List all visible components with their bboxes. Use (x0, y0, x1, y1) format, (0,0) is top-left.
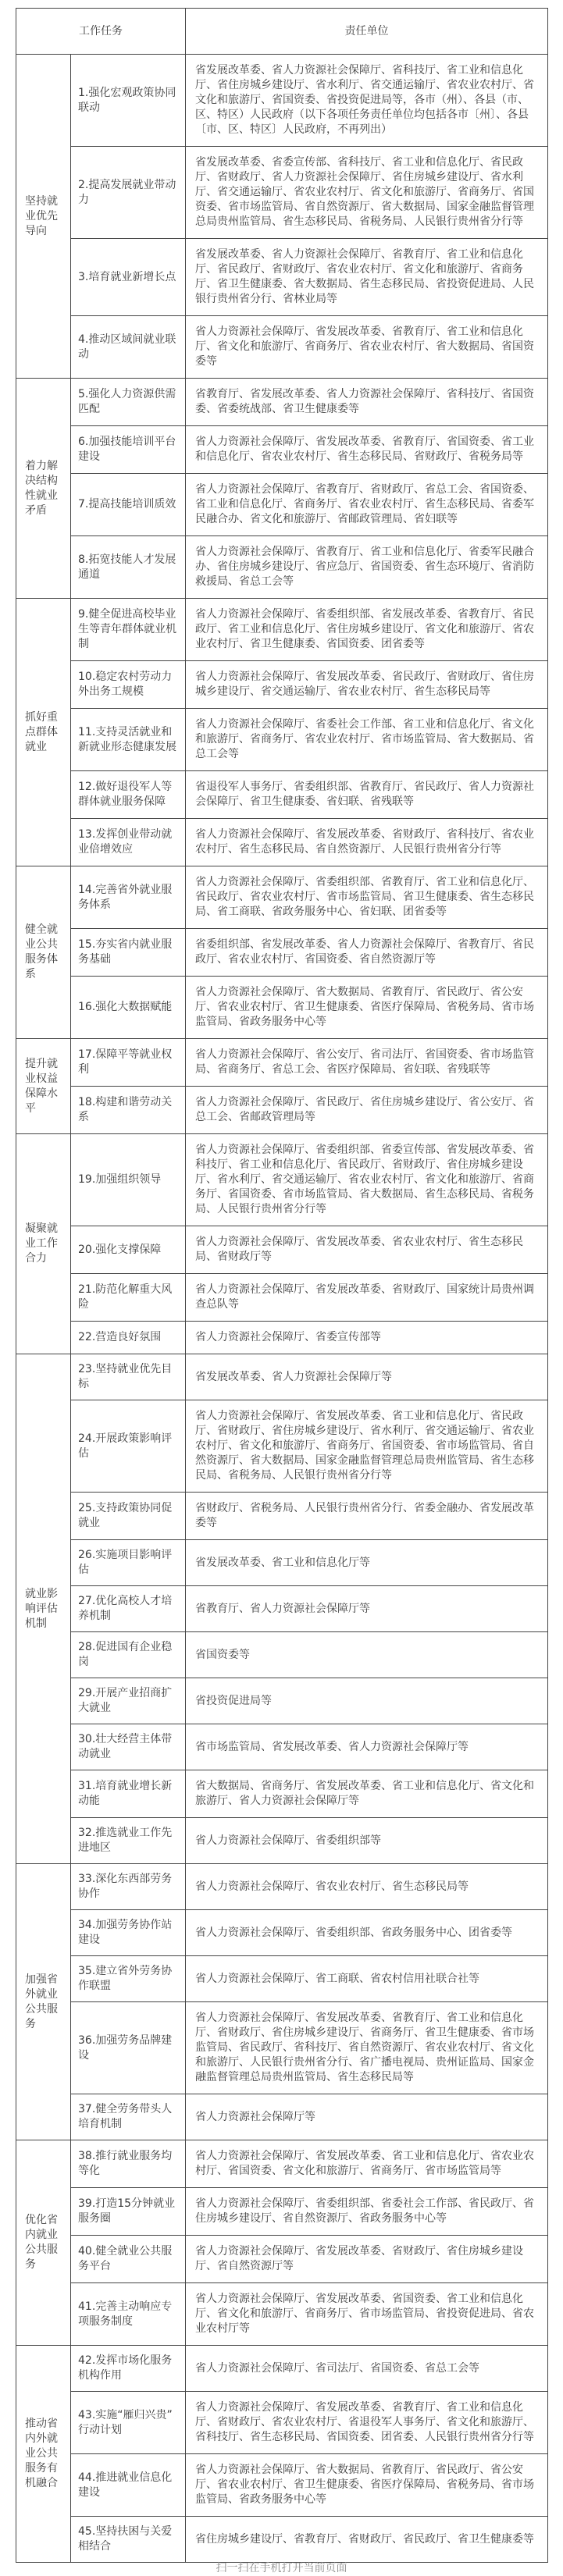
task-row (16, 1540, 548, 1586)
task-row (16, 1493, 548, 1540)
task-label: 31.培育就业增长新动能 (71, 1770, 186, 1818)
responsible-units: 省人力资源社会保障厅、省工商联、省农村信用社联合社等 (186, 1956, 548, 2002)
task-row (16, 771, 548, 819)
task-row (16, 1134, 548, 1226)
task-row (16, 1087, 548, 1134)
responsible-units: 省人力资源社会保障厅、省发展改革委、省农业农村厅、省生态移民局、省财政厅等 (186, 1226, 548, 1274)
responsible-units: 省发展改革委、省人力资源社会保障厅等 (186, 1354, 548, 1400)
task-label: 6.加强技能培训平台建设 (71, 426, 186, 474)
task-label: 43.实施“雁归兴贵”行动计划 (71, 2392, 186, 2454)
responsible-units: 省人力资源社会保障厅、省民政厅、省住房城乡建设厅、省公安厅、省总工会、省邮政管理局等 (186, 1087, 548, 1134)
responsible-units: 省人力资源社会保障厅、省发展改革委、省财政厅、省住房城乡建设厅、省自然资源厅等 (186, 2236, 548, 2283)
task-row (16, 866, 548, 929)
task-label: 39.打造15分钟就业服务圈 (71, 2188, 186, 2236)
task-label: 8.拓宽技能人才发展通道 (71, 536, 186, 599)
task-row (16, 661, 548, 709)
responsible-units: 省人力资源社会保障厅、省委组织部等 (186, 1818, 548, 1864)
task-label: 9.健全促进高校毕业生等青年群体就业机制 (71, 599, 186, 661)
task-label: 19.加强组织领导 (71, 1134, 186, 1226)
task-row (16, 55, 548, 147)
header-responsible-units: 责任单位 (186, 9, 548, 55)
task-row (16, 1586, 548, 1632)
responsible-units: 省人力资源社会保障厅、省公安厅、省司法厅、省国资委、省市场监管局、省商务厅、省总工会、省医疗保障局、省妇联、省残联等 (186, 1039, 548, 1087)
responsible-units: 省发展改革委、省委宣传部、省科技厅、省工业和信息化厅、省民政厅、省财政厅、省人力资源社会保障厅、省住房城乡建设厅、省水利厅、省交通运输厅、省农业农村厅、省文化和旅游厅、省商务厅、省国资委、省市场监管局、省自然资源厅、省大数据局、国家金融监督管理总局贵州监管局、省生态移民局、省税务局、人民银行贵州省分行等 (186, 147, 548, 239)
task-row (16, 1632, 548, 1678)
task-label: 20.强化支撑保障 (71, 1226, 186, 1274)
task-label: 7.提高技能培训质效 (71, 474, 186, 536)
task-row (16, 536, 548, 599)
group-label: 凝聚就业工作合力 (16, 1134, 71, 1354)
task-row (16, 426, 548, 474)
task-row (16, 929, 548, 977)
task-row (16, 819, 548, 866)
responsible-units: 省人力资源社会保障厅、省大数据局、省教育厅、省民政厅、省公安厅、省农业农村厅、省卫生健康委、省医疗保障局、省税务局、省市场监管局、省政务服务中心等 (186, 2454, 548, 2517)
task-label: 36.加强劳务品牌建设 (71, 2002, 186, 2094)
responsible-units: 省人力资源社会保障厅、省发展改革委、省民政厅、省财政厅、省住房城乡建设厅、省交通运输厅、省农业农村厅、省生态移民局等 (186, 661, 548, 709)
task-row (16, 1400, 548, 1493)
group-label: 提升就业权益保障水平 (16, 1039, 71, 1134)
task-row (16, 709, 548, 771)
table-header-row (16, 9, 548, 55)
responsible-units: 省人力资源社会保障厅、省发展改革委、省教育厅、省工业和信息化厅、省文化和旅游厅、省商务厅、省农业农村厅、省大数据局、省国资委等 (186, 316, 548, 379)
responsible-units: 省人力资源社会保障厅、省发展改革委、省教育厅、省工业和信息化厅、省财政厅、省农业农村厅、省退役军人事务厅、省文化和旅游厅、省科技厅、省生态移民局、省国资委、团省委、人民银行贵州省分行等 (186, 2392, 548, 2454)
task-label: 40.健全就业公共服务平台 (71, 2236, 186, 2283)
task-row (16, 2346, 548, 2392)
responsible-units: 省人力资源社会保障厅等 (186, 2094, 548, 2140)
responsible-units: 省人力资源社会保障厅、省委组织部、省委宣传部、省发展改革委、省科技厅、省工业和信息化厅、省民政厅、省财政厅、省住房城乡建设厅、省水利厅、省交通运输厅、省农业农村厅、省文化和旅游厅、省商务厅、省国资委、省市场监管局、省大数据局、省生态移民局、省税务局、人民银行贵州省分行等 (186, 1134, 548, 1226)
task-row (16, 2188, 548, 2236)
responsible-units: 省国资委等 (186, 1632, 548, 1678)
responsible-units: 省人力资源社会保障厅、省委组织部、省发展改革委、省教育厅、省民政厅、省工业和信息化厅、省住房城乡建设厅、省文化和旅游厅、省农业农村厅、省卫生健康委、省国资委、团省委等 (186, 599, 548, 661)
responsible-units: 省大数据局、省商务厅、省发展改革委、省工业和信息化厅、省文化和旅游厅、省人力资源社会保障厅等 (186, 1770, 548, 1818)
task-label: 32.推选就业工作先进地区 (71, 1818, 186, 1864)
task-row (16, 2454, 548, 2517)
task-label: 33.深化东西部劳务协作 (71, 1864, 186, 1910)
task-row (16, 1770, 548, 1818)
task-row (16, 599, 548, 661)
task-row (16, 2392, 548, 2454)
task-label: 44.推进就业信息化建设 (71, 2454, 186, 2517)
responsible-units: 省人力资源社会保障厅、省发展改革委、省教育厅、省工业和信息化厅、省财政厅、省住房城乡建设厅、省商务厅、省卫生健康委、省市场监管局、省民政厅、省科技厅、省自然资源厅、省农业农村厅、省文化和旅游厅、人民银行贵州省分行、省广播电视局、贵州证监局、国家金融监督管理总局贵州监管局、省生态移民局等 (186, 2002, 548, 2094)
group-label: 抓好重点群体就业 (16, 599, 71, 866)
task-label: 15.夯实省内就业服务基础 (71, 929, 186, 977)
task-label: 38.推行就业服务均等化 (71, 2140, 186, 2188)
responsible-units: 省发展改革委、省人力资源社会保障厅、省科技厅、省工业和信息化厅、省住房城乡建设厅、省水利厅、省交通运输厅、省农业农村厅、省文化和旅游厅、省国资委、省投资促进局等，各市（州）、各县（市、区、特区）人民政府（以下各项任务责任单位均包括各市〔州〕、各县〔市、区、特区〕人民政府，不再列出） (186, 55, 548, 147)
task-label: 1.强化宏观政策协同联动 (71, 55, 186, 147)
responsible-units: 省人力资源社会保障厅、省委组织部、省政务服务中心、团省委等 (186, 1910, 548, 1956)
responsible-units: 省人力资源社会保障厅、省教育厅、省财政厅、省总工会、省国资委、省工业和信息化厅、省商务厅、省农业农村厅、省生态移民局、省委军民融合办、省文化和旅游厅、省邮政管理局、省妇联等 (186, 474, 548, 536)
responsible-units: 省人力资源社会保障厅、省发展改革委、省教育厅、省国资委、省工业和信息化厅、省农业农村厅、省生态移民局、省财政厅、省税务局等 (186, 426, 548, 474)
responsible-units: 省教育厅、省发展改革委、省人力资源社会保障厅、省科技厅、省国资委、省委统战部、省卫生健康委等 (186, 379, 548, 426)
task-row (16, 2236, 548, 2283)
page (0, 8, 563, 2572)
responsible-units: 省人力资源社会保障厅、省委组织部、省教育厅、省工业和信息化厅、省民政厅、省农业农村厅、省市场监管局、省卫生健康委、省生态移民局、省工商联、省政务服务中心、省妇联、团省委等 (186, 866, 548, 929)
task-label: 16.强化大数据赋能 (71, 977, 186, 1039)
responsible-units: 省委组织部、省发展改革委、省人力资源社会保障厅、省教育厅、省民政厅、省农业农村厅、省国资委、省自然资源厅等 (186, 929, 548, 977)
task-row (16, 1956, 548, 2002)
task-label: 18.构建和谐劳动关系 (71, 1087, 186, 1134)
task-label: 26.实施项目影响评估 (71, 1540, 186, 1586)
responsible-units: 省财政厅、省税务局、人民银行贵州省分行、省委金融办、省发展改革委等 (186, 1493, 548, 1540)
task-row (16, 1724, 548, 1770)
task-label: 10.稳定农村劳动力外出务工规模 (71, 661, 186, 709)
task-label: 37.健全劳务带头人培育机制 (71, 2094, 186, 2140)
task-row (16, 1354, 548, 1400)
task-label: 41.完善主动响应专项服务制度 (71, 2283, 186, 2346)
task-row (16, 1910, 548, 1956)
scan-to-open-hint: 扫一扫在手机打开当前页面 (216, 2562, 347, 2574)
task-row (16, 2140, 548, 2188)
task-label: 21.防范化解重大风险 (71, 1274, 186, 1322)
task-label: 24.开展政策影响评估 (71, 1400, 186, 1493)
task-row (16, 474, 548, 536)
responsible-units: 省人力资源社会保障厅、省发展改革委、省工业和信息化厅、省民政厅、省财政厅、省住房城乡建设厅、省水利厅、省交通运输厅、省农业农村厅、省文化和旅游厅、省商务厅、省国资委、省市场监管局、省自然资源厅、省大数据局、国家金融监督管理总局贵州监管局、省生态移民局、省税务局、人民银行贵州省分行等 (186, 1400, 548, 1493)
task-label: 11.支持灵活就业和新就业形态健康发展 (71, 709, 186, 771)
group-label: 推动省内外就业公共服务有机融合 (16, 2346, 71, 2563)
task-label: 2.提高发展就业带动力 (71, 147, 186, 239)
group-label: 就业影响评估机制 (16, 1354, 71, 1864)
task-row (16, 977, 548, 1039)
responsible-units: 省发展改革委、省人力资源社会保障厅、省教育厅、省工业和信息化厅、省民政厅、省财政厅、省农业农村厅、省文化和旅游厅、省商务厅、省卫生健康委、省大数据局、省生态移民局、省投资促进局、人民银行贵州省分行、省林业局等 (186, 239, 548, 316)
task-label: 5.强化人力资源供需匹配 (71, 379, 186, 426)
responsible-units: 省人力资源社会保障厅、省发展改革委、省财政厅、省科技厅、省农业农村厅、省生态移民局、省自然资源厅、人民银行贵州省分行等 (186, 819, 548, 866)
task-label: 42.发挥市场化服务机构作用 (71, 2346, 186, 2392)
responsible-units: 省人力资源社会保障厅、省发展改革委、省财政厅、国家统计局贵州调查总队等 (186, 1274, 548, 1322)
responsible-units: 省人力资源社会保障厅、省教育厅、省工业和信息化厅、省委军民融合办、省住房城乡建设厅、省应急厅、省国资委、省生态环境厅、省消防救援局、省总工会等 (186, 536, 548, 599)
group-label: 坚持就业优先导向 (16, 55, 71, 379)
task-row (16, 239, 548, 316)
task-label: 23.坚持就业优先目标 (71, 1354, 186, 1400)
task-label: 45.坚持扶困与关爱相结合 (71, 2517, 186, 2563)
task-label: 12.做好退役军人等群体就业服务保障 (71, 771, 186, 819)
task-row (16, 1864, 548, 1910)
task-label: 25.支持政策协同促就业 (71, 1493, 186, 1540)
responsible-units: 省人力资源社会保障厅、省发展改革委、省工业和信息化厅、省农业农村厅、省国资委、省文化和旅游厅、省商务厅、省市场监管局等 (186, 2140, 548, 2188)
responsible-units: 省人力资源社会保障厅、省司法厅、省国资委、省总工会等 (186, 2346, 548, 2392)
task-row (16, 1226, 548, 1274)
task-label: 14.完善省外就业服务体系 (71, 866, 186, 929)
task-row (16, 2094, 548, 2140)
responsible-units: 省人力资源社会保障厅、省委宣传部等 (186, 1322, 548, 1354)
task-label: 13.发挥创业带动就业倍增效应 (71, 819, 186, 866)
responsible-units: 省市场监管局、省发展改革委、省人力资源社会保障厅等 (186, 1724, 548, 1770)
task-label: 17.保障平等就业权利 (71, 1039, 186, 1087)
task-label: 3.培育就业新增长点 (71, 239, 186, 316)
task-row (16, 2002, 548, 2094)
task-row (16, 1818, 548, 1864)
responsible-units: 省发展改革委、省工业和信息化厅等 (186, 1540, 548, 1586)
task-row (16, 316, 548, 379)
task-label: 29.开展产业招商扩大就业 (71, 1678, 186, 1724)
task-row (16, 1322, 548, 1354)
responsible-units: 省人力资源社会保障厅、省委社会工作部、省工业和信息化厅、省文化和旅游厅、省商务厅、省农业农村厅、省市场监管局、省大数据局、省总工会等 (186, 709, 548, 771)
responsible-units: 省投资促进局等 (186, 1678, 548, 1724)
responsible-units: 省人力资源社会保障厅、省农业农村厅、省生态移民局等 (186, 1864, 548, 1910)
task-row (16, 2283, 548, 2346)
task-label: 35.建立省外劳务协作联盟 (71, 1956, 186, 2002)
responsible-units: 省住房城乡建设厅、省教育厅、省财政厅、省民政厅、省卫生健康委等 (186, 2517, 548, 2563)
header-work-tasks: 工作任务 (16, 9, 186, 55)
responsible-units: 省退役军人事务厅、省委组织部、省教育厅、省民政厅、省人力资源社会保障厅、省卫生健康委、省妇联、省残联等 (186, 771, 548, 819)
responsible-units: 省人力资源社会保障厅、省委组织部、省委社会工作部、省民政厅、省住房城乡建设厅、省自然资源厅、省政务服务中心等 (186, 2188, 548, 2236)
responsible-units: 省人力资源社会保障厅、省发展改革委、省国资委、省工业和信息化厅、省文化和旅游厅、省商务厅、省市场监管局、省投资促进局、省农业农村厅等 (186, 2283, 548, 2346)
task-row (16, 147, 548, 239)
task-label: 30.壮大经营主体带动就业 (71, 1724, 186, 1770)
task-label: 27.优化高校人才培养机制 (71, 1586, 186, 1632)
task-label: 34.加强劳务协作站建设 (71, 1910, 186, 1956)
task-row (16, 1039, 548, 1087)
task-row (16, 2517, 548, 2563)
task-row (16, 1678, 548, 1724)
task-label: 22.营造良好氛围 (71, 1322, 186, 1354)
group-label: 优化省内就业公共服务 (16, 2140, 71, 2346)
task-label: 4.推动区域间就业联动 (71, 316, 186, 379)
task-row (16, 1274, 548, 1322)
task-label: 28.促进国有企业稳岗 (71, 1632, 186, 1678)
task-row (16, 379, 548, 426)
task-table-body (16, 9, 548, 2563)
responsibility-table (16, 8, 548, 2563)
group-label: 健全就业公共服务体系 (16, 866, 71, 1039)
group-label: 着力解决结构性就业矛盾 (16, 379, 71, 599)
responsible-units: 省教育厅、省人力资源社会保障厅等 (186, 1586, 548, 1632)
group-label: 加强省外就业公共服务 (16, 1864, 71, 2140)
responsible-units: 省人力资源社会保障厅、省大数据局、省教育厅、省民政厅、省公安厅、省农业农村厅、省卫生健康委、省医疗保障局、省税务局、省市场监管局、省政务服务中心等 (186, 977, 548, 1039)
